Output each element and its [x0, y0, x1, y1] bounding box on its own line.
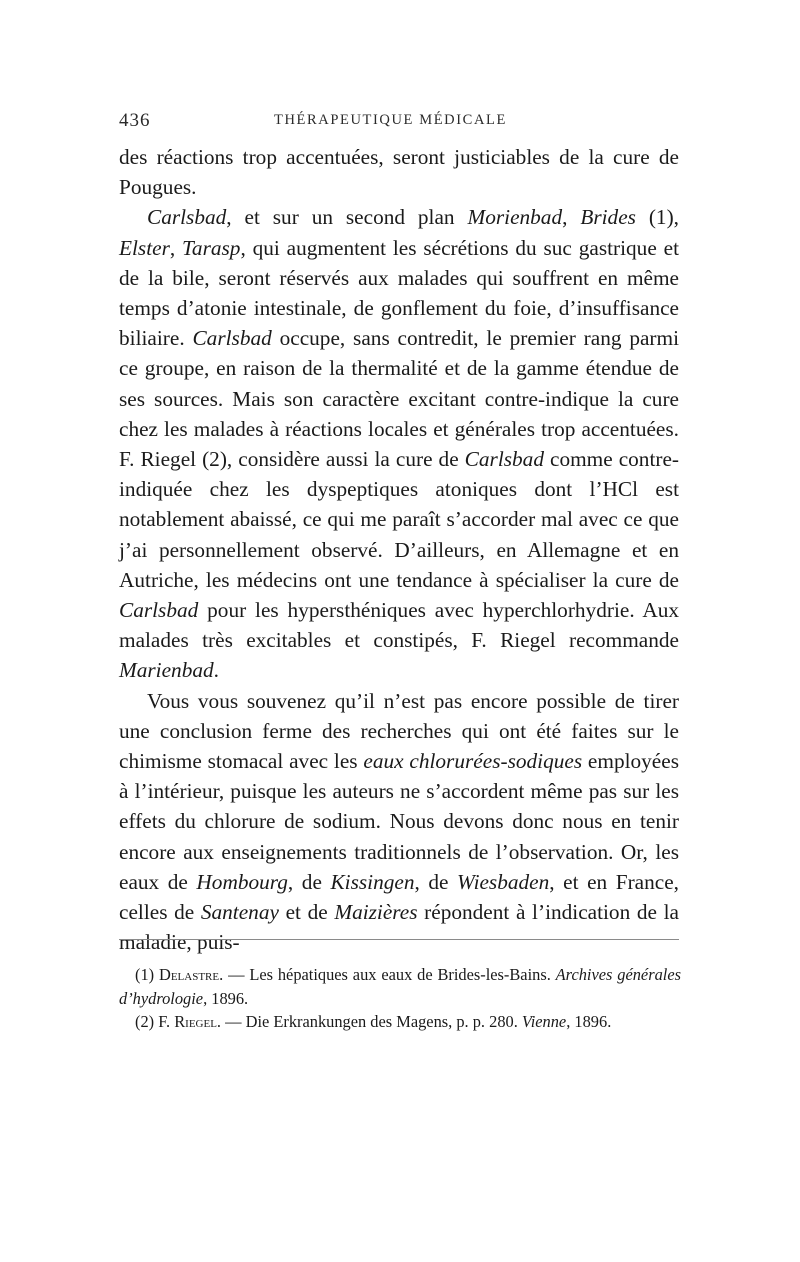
text-run: occupe, sans contredit, le premier rang parmi ce groupe, en raison de la thermalité et de la gamme étendue de ses sources. Mais son caractère excitant contre-indique la cure chez les malades à réactions locales et générales trop accentuées. F. Riegel (2), considère aussi la cure de — [119, 326, 679, 472]
text-run: , et sur un second plan — [226, 205, 468, 230]
italic-run: Vienne — [521, 1012, 567, 1031]
footnote-separator — [119, 939, 679, 940]
italic-run: Maizières — [334, 900, 418, 925]
text-run: , de — [287, 869, 331, 894]
italic-run: Hombourg — [196, 869, 288, 894]
text-run: Vous vous souvenez qu’il n’est pas encore possible de tirer une conclusion ferme des recherches qui ont été faites sur le chimisme stomacal avec les — [119, 688, 679, 774]
italic-run: Kissingen — [330, 869, 415, 894]
italic-run: Carlsbad — [119, 598, 199, 623]
italic-run: Santenay — [200, 900, 279, 925]
text-run: , — [169, 235, 183, 260]
italic-run: eaux chlorurées-sodiques — [363, 749, 583, 774]
italic-run: Carlsbad — [147, 205, 227, 230]
paragraph-2 — [119, 202, 679, 685]
text-run: , de — [414, 869, 457, 894]
text-run: répondent à l’indication de la maladie, puis- — [119, 900, 679, 955]
text-run: , — [562, 205, 581, 230]
text-run: (1), — [635, 205, 679, 230]
italic-run: Carlsbad — [464, 447, 544, 472]
text-run: des réactions trop accentuées, seront justiciables de la cure de Pougues. — [119, 145, 679, 200]
text-run: , qui augmentent les sécrétions du suc gastrique et de la bile, seront réservés aux malades qui souffrent en même temps d’atonie intestinale, de gonflement du foie, d’insuffisance biliaire. — [119, 235, 679, 351]
text-run: comme contre-indiquée chez les dyspeptiques atoniques dont l’HCl est notablement abaissé, ce qui me paraît s’accorder mal avec ce que j’ai personnellement observé. D’ailleurs, en Allemagne et en Autriche, les médecins ont une tendance à spécialiser la cure de — [119, 447, 679, 592]
text-run: , 1896. — [566, 1012, 612, 1031]
text-run: employées à l’intérieur, puisque les auteurs ne s’accordent même pas sur les effets du chlorure de sodium. Nous devons donc nous en tenir encore aux enseignements traditionnels de l’observation. Or, les eaux de — [119, 749, 680, 894]
italic-run: Marienbad — [119, 658, 214, 683]
text-run: , 1896. — [203, 988, 249, 1008]
footnote-author: Riegel — [174, 1012, 217, 1031]
text-run: . — [213, 658, 219, 683]
footnote-2 — [119, 1010, 681, 1034]
italic-run: Archives générales d’hydrologie — [119, 965, 681, 1008]
text-run: et de — [278, 900, 335, 925]
page-header — [119, 110, 679, 134]
running-title: THÉRAPEUTIQUE MÉDICALE — [274, 112, 507, 128]
page-number: 436 — [119, 110, 151, 131]
text-run: , et en France, celles de — [119, 869, 679, 925]
italic-run: Wiesbaden — [457, 869, 550, 894]
text-run: . — Les hépatiques aux eaux de Brides-les-Bains. — [219, 965, 556, 984]
footnote-marker: (2) F. — [135, 1012, 175, 1031]
italic-run: Brides — [580, 205, 636, 230]
text-run: pour les hypersthéniques avec hyperchlorhydrie. Aux malades très excitables et constipés, F. Riegel recommande — [119, 598, 679, 653]
italic-run: Morienbad — [467, 205, 563, 230]
body-text — [119, 142, 679, 957]
text-run: . — Die Erkrankungen des Magens, p. p. 280. — [216, 1012, 522, 1031]
paragraph-1 — [119, 142, 679, 202]
footnote-author: Delastre — [158, 965, 220, 984]
italic-run: Elster — [119, 235, 170, 260]
footnote-1 — [119, 963, 681, 1010]
italic-run: Tarasp — [182, 235, 241, 260]
italic-run: Carlsbad — [192, 326, 272, 351]
paragraph-3 — [119, 686, 679, 958]
footnote-marker: (1) — [135, 965, 159, 984]
footnotes — [119, 963, 681, 1034]
